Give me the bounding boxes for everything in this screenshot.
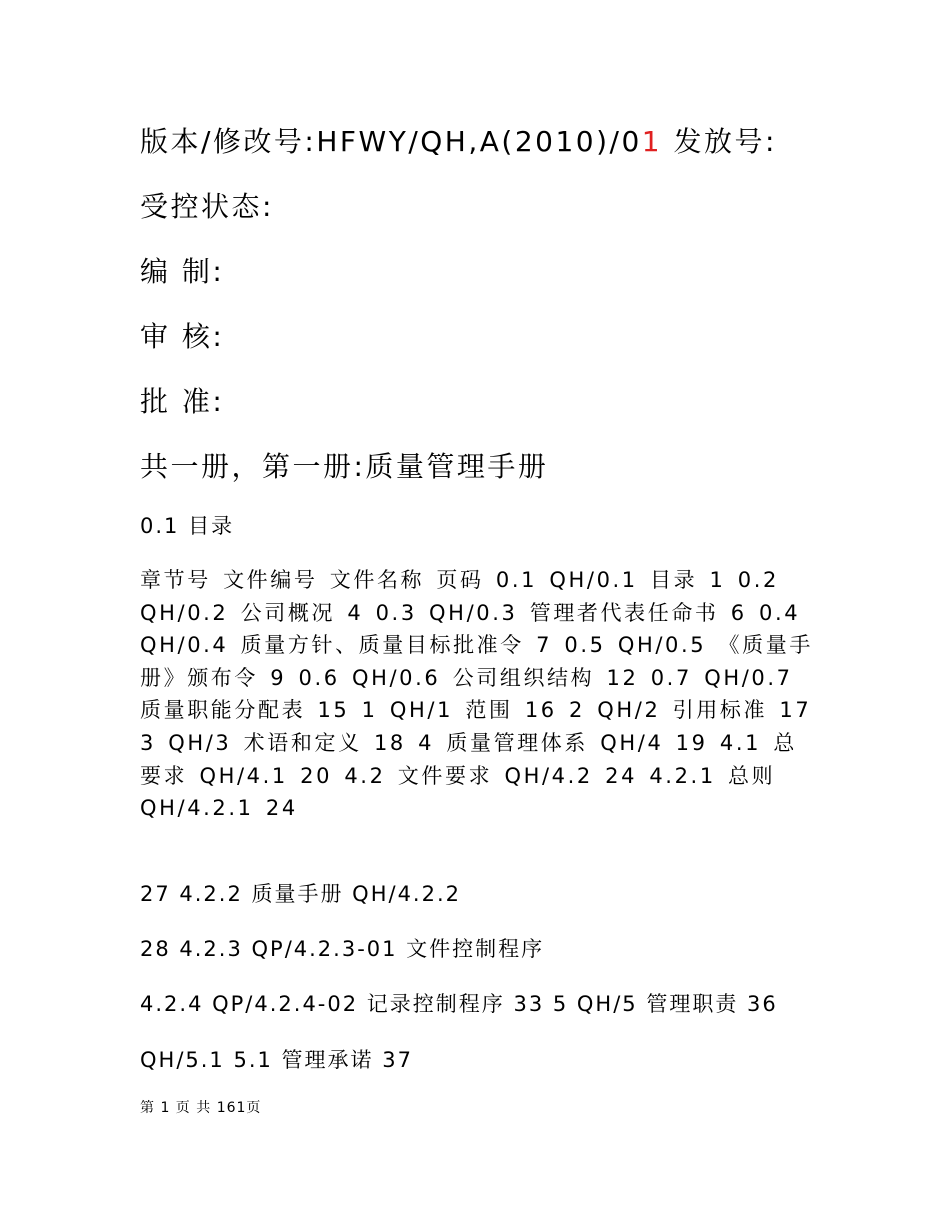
toc-line-2: 28 4.2.3 QP/4.2.3-01 文件控制程序	[140, 937, 545, 961]
version-line	[140, 124, 777, 160]
version-highlight: 1	[641, 125, 663, 158]
toc-line-3: 4.2.4 QP/4.2.4-02 记录控制程序 33 5 QH/5 管理职责 36	[140, 992, 778, 1016]
version-prefix: 版本/修改号:HFWY/QH,A(2010)/0	[140, 125, 642, 158]
compiled-by: 编 制:	[140, 255, 225, 288]
approved-by: 批 准:	[140, 385, 225, 418]
version-suffix: 发放号:	[662, 125, 777, 158]
toc-line-1: 27 4.2.2 质量手册 QH/4.2.2	[140, 882, 462, 906]
controlled-status: 受控状态:	[140, 190, 274, 223]
toc-line-4: QH/5.1 5.1 管理承诺 37	[140, 1048, 413, 1072]
volume-title: 共一册，第一册:质量管理手册	[140, 450, 549, 483]
toc-paragraph: 章节号 文件编号 文件名称 页码 0.1 QH/0.1 目录 1 0.2 QH/0.2 公司概况 4 0.3 QH/0.3 管理者代表任命书 6 0.4 QH/0.4 质量方针、质量目标批准令 7 0.5 QH/0.5 《质量手册》颁布令 9 0.6 QH/0.6 公司组织结构 12 0.7 QH/0.7 质量职能分配表 15 1 QH/1 范围 16 2 QH/2 引用标准 17 3 QH/3 术语和定义 18 4 质量管理体系 QH/4 19 4.1 总要求 QH/4.1 20 4.2 文件要求 QH/4.2 24 4.2.1 总则 QH/4.2.1 24	[140, 568, 813, 821]
toc-heading: 0.1 目录	[140, 514, 235, 538]
reviewed-by: 审 核:	[140, 320, 225, 353]
page-footer: 第 1 页 共 161页	[140, 1100, 262, 1116]
